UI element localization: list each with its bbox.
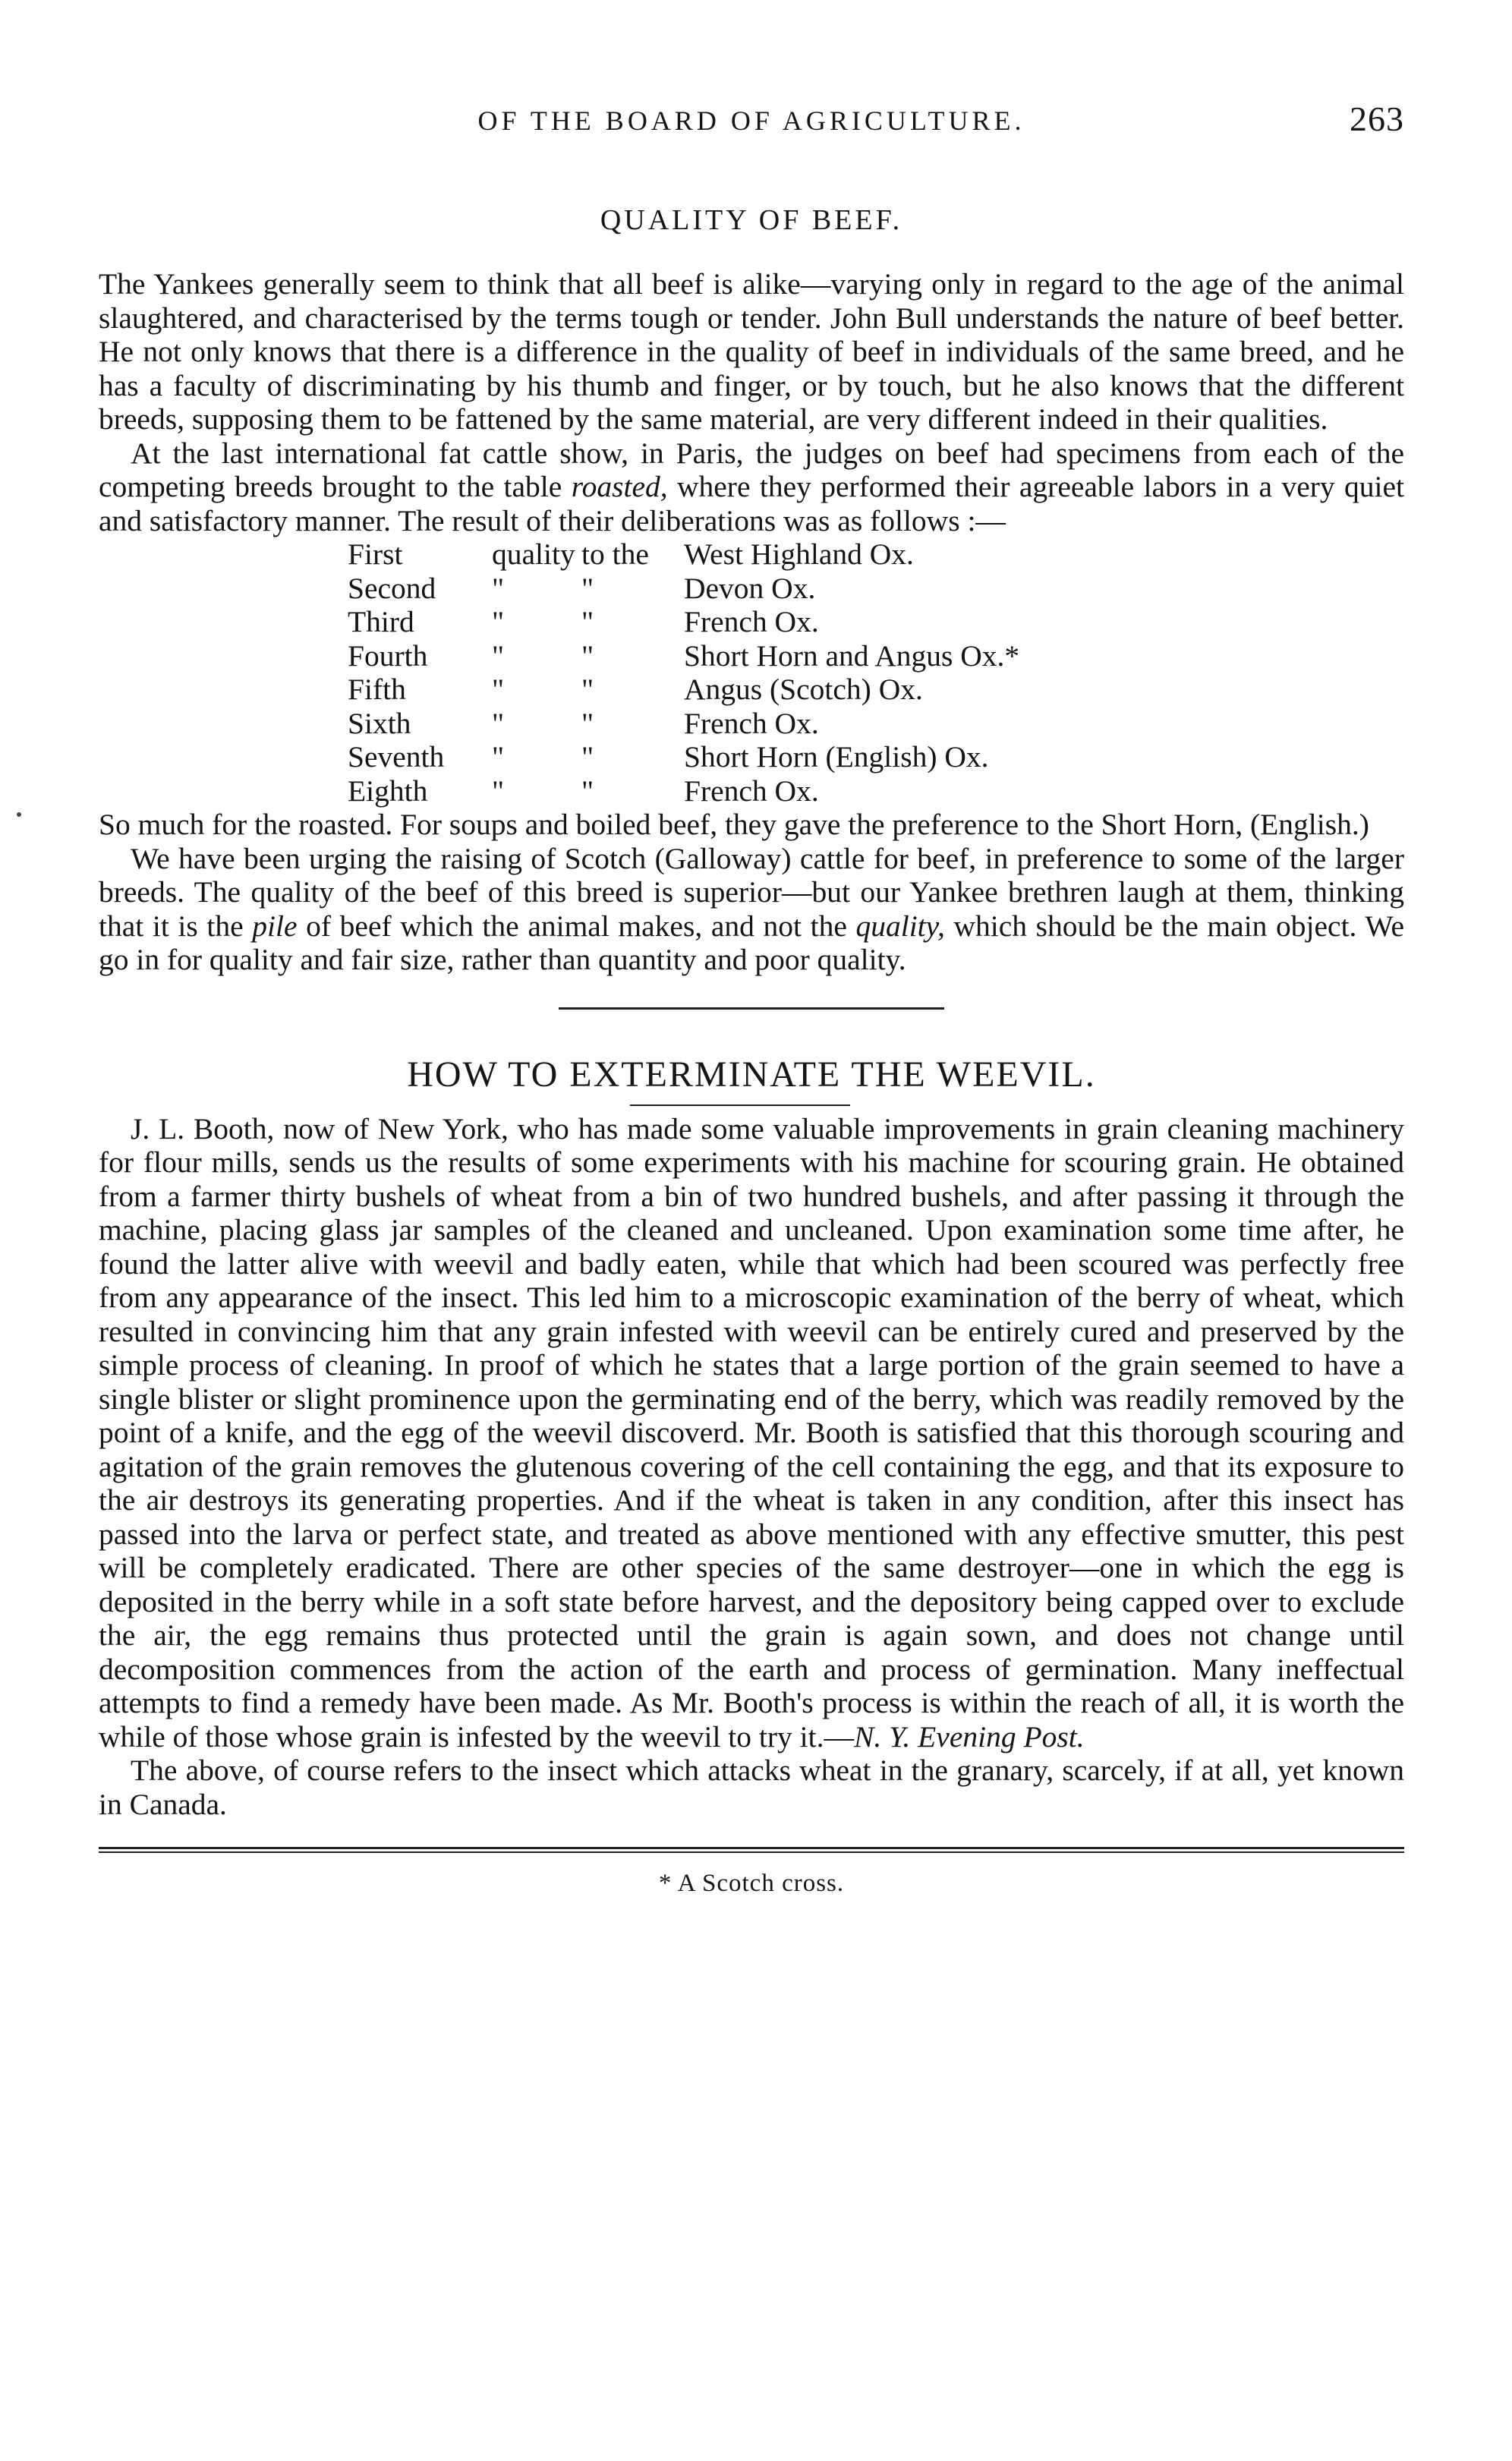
page	[99, 99, 1404, 1898]
ranking-ditto: "	[581, 673, 594, 706]
ranking-breed: Short Horn and Angus Ox.*	[684, 638, 1020, 673]
ranking-ditto: "	[492, 740, 505, 774]
ranking-row	[348, 605, 1404, 639]
ranking-ordinal: Fifth	[348, 673, 406, 706]
ranking-ditto: "	[581, 571, 594, 605]
ranking-row	[348, 740, 1404, 774]
ranking-ditto: "	[581, 774, 594, 808]
ranking-row	[348, 673, 1404, 707]
section-divider	[559, 1007, 944, 1010]
running-title: OF THE BOARD OF AGRICULTURE.	[477, 106, 1025, 136]
ranking-breed: French Ox.	[684, 706, 819, 740]
ranking-row	[348, 537, 1404, 572]
beef-paragraph-2-text-end: where they performed their agreeable labors in a very quiet and satisfactory manner. The result of their deliberations was as follows :—	[99, 470, 1404, 537]
ranking-ordinal: First	[348, 537, 403, 571]
beef-article-title: QUALITY OF BEEF.	[600, 204, 903, 236]
beef-paragraph-2-emphasis: roasted,	[571, 470, 668, 503]
footnote-rule	[99, 1847, 1404, 1849]
running-head	[99, 99, 1404, 159]
beef-paragraph-2	[99, 436, 1404, 538]
beef-paragraph-4	[99, 842, 1404, 977]
ranking-breed: West Highland Ox.	[684, 537, 914, 571]
ranking-ordinal: Sixth	[348, 706, 411, 740]
ranking-breed: Short Horn (English) Ox.	[684, 740, 989, 774]
ranking-ditto: "	[581, 740, 594, 774]
ranking-row	[348, 774, 1404, 808]
weevil-paragraph-1	[99, 1112, 1404, 1754]
ranking-ordinal: Third	[348, 605, 414, 638]
beef-paragraph-3: So much for the roasted. For soups and boiled beef, they gave the preference to the Short Horn, (English.)	[99, 808, 1369, 841]
ranking-breed: French Ox.	[684, 774, 819, 808]
ranking-ditto: "	[492, 571, 505, 605]
beef-paragraph-4-emphasis: pile	[252, 909, 298, 943]
quality-ranking-list	[348, 537, 1404, 808]
ranking-ordinal: Second	[348, 571, 436, 605]
page-number: 263	[1350, 99, 1404, 138]
ranking-breed: French Ox.	[684, 605, 819, 638]
beef-paragraph-4-text-middle: of beef which the animal makes, and not the	[297, 909, 856, 943]
ranking-ditto: "	[581, 706, 594, 740]
stray-print-mark	[17, 812, 21, 817]
ranking-ordinal: Fourth	[348, 638, 428, 673]
ranking-breed: Devon Ox.	[684, 571, 816, 605]
ranking-ditto: "	[492, 605, 505, 638]
ranking-ditto: to the	[581, 537, 649, 571]
footnote: * A Scotch cross.	[658, 1870, 845, 1897]
title-underline	[630, 1104, 850, 1106]
ranking-ditto: "	[492, 673, 505, 706]
footnote-rule-thin	[99, 1851, 1404, 1853]
ranking-ordinal: Seventh	[348, 740, 445, 774]
weevil-paragraph-1-text: J. L. Booth, now of New York, who has made some valuable improvements in grain cleaning machinery for flour mills, sends us the results of some experiments with his machine for scouring grain. He obtained from a farmer thirty bushels of wheat from a bin of two hundred bushels, and after passing it through the machine, placing glass jar samples of the cleaned and uncleaned. Upon examination some time after, he found the latter alive with weevil and badly eaten, while that which had been scoured was perfectly free from any appearance of the insect. This led him to a microscopic examination of the berry of wheat, which resulted in convincing him that any grain infested with weevil can be entirely cured and preserved by the simple process of cleaning. In proof of which he states that a large portion of the grain seemed to have a single blister or slight prominence upon the germinating end of the berry, which was readily removed by the point of a knife, and the egg of the weevil discoverd. Mr. Booth is satisfied that this thorough scouring and agitation of the grain removes the glutenous covering of the cell containing the egg, and that its exposure to the air destroys its generating properties. And if the wheat is taken in any condition, after this insect has passed into the larva or perfect state, and treated as above mentioned with any effective smutter, this pest will be completely eradicated. There are other species of the same destroyer—one in which the egg is deposited in the berry while in a soft state before harvest, and the depository being capped over to exclude the air, the egg remains thus protected until the grain is again sown, and does not change until decomposition commences from the action of the earth and process of germination. Many ineffectual attempts to find a remedy have been made. As Mr. Booth's process is within the reach of all, it is worth the while of those whose grain is infested by the weevil to try it.—	[99, 1111, 1404, 1754]
ranking-ditto: "	[492, 638, 505, 673]
beef-article	[99, 203, 1404, 977]
ranking-row	[348, 707, 1404, 741]
ranking-ordinal: Eighth	[348, 774, 428, 808]
ranking-ditto: quality	[492, 537, 575, 571]
ranking-ditto: "	[581, 605, 594, 638]
beef-paragraph-1: The Yankees generally seem to think that all beef is alike—varying only in regard to the age of the animal slaughtered, and characterised by the terms tough or tender. John Bull understands the nature of beef better. He not only knows that there is a difference in the quality of beef in individuals of the same breed, and he has a faculty of discriminating by his thumb and finger, or by touch, but he also knows that the different breeds, supposing them to be fattened by the same material, are very different indeed in their qualities.	[99, 267, 1404, 436]
weevil-source-citation: N. Y. Evening Post.	[853, 1719, 1085, 1754]
weevil-paragraph-2: The above, of course refers to the insect which attacks wheat in the granary, scarcely, if at all, yet known in Canada.	[99, 1754, 1404, 1821]
beef-paragraph-4-emphasis-2: quality,	[855, 909, 945, 943]
ranking-row	[348, 639, 1404, 673]
ranking-ditto: "	[581, 638, 594, 673]
ranking-breed: Angus (Scotch) Ox.	[684, 673, 923, 706]
beef-paragraph-4-text: We have been urging the raising of Scotch (Galloway) cattle for beef, in preference to some of the larger breeds. The quality of the beef of this breed is superior—but our Yankee brethren laugh at them, thinking that it is the	[99, 841, 1404, 943]
ranking-ditto: "	[492, 706, 505, 740]
weevil-article-title: HOW TO EXTERMINATE THE WEEVIL.	[407, 1054, 1096, 1095]
ranking-row	[348, 572, 1404, 606]
beef-paragraph-4-text-end: which should be the main object. We go in for quality and fair size, rather than quantity and poor quality.	[99, 909, 1404, 976]
beef-paragraph-2-text: At the last international fat cattle show, in Paris, the judges on beef had specimens from each of the competing breeds brought to the table	[99, 436, 1404, 503]
ranking-ditto: "	[492, 774, 505, 808]
weevil-article	[99, 1054, 1404, 1822]
